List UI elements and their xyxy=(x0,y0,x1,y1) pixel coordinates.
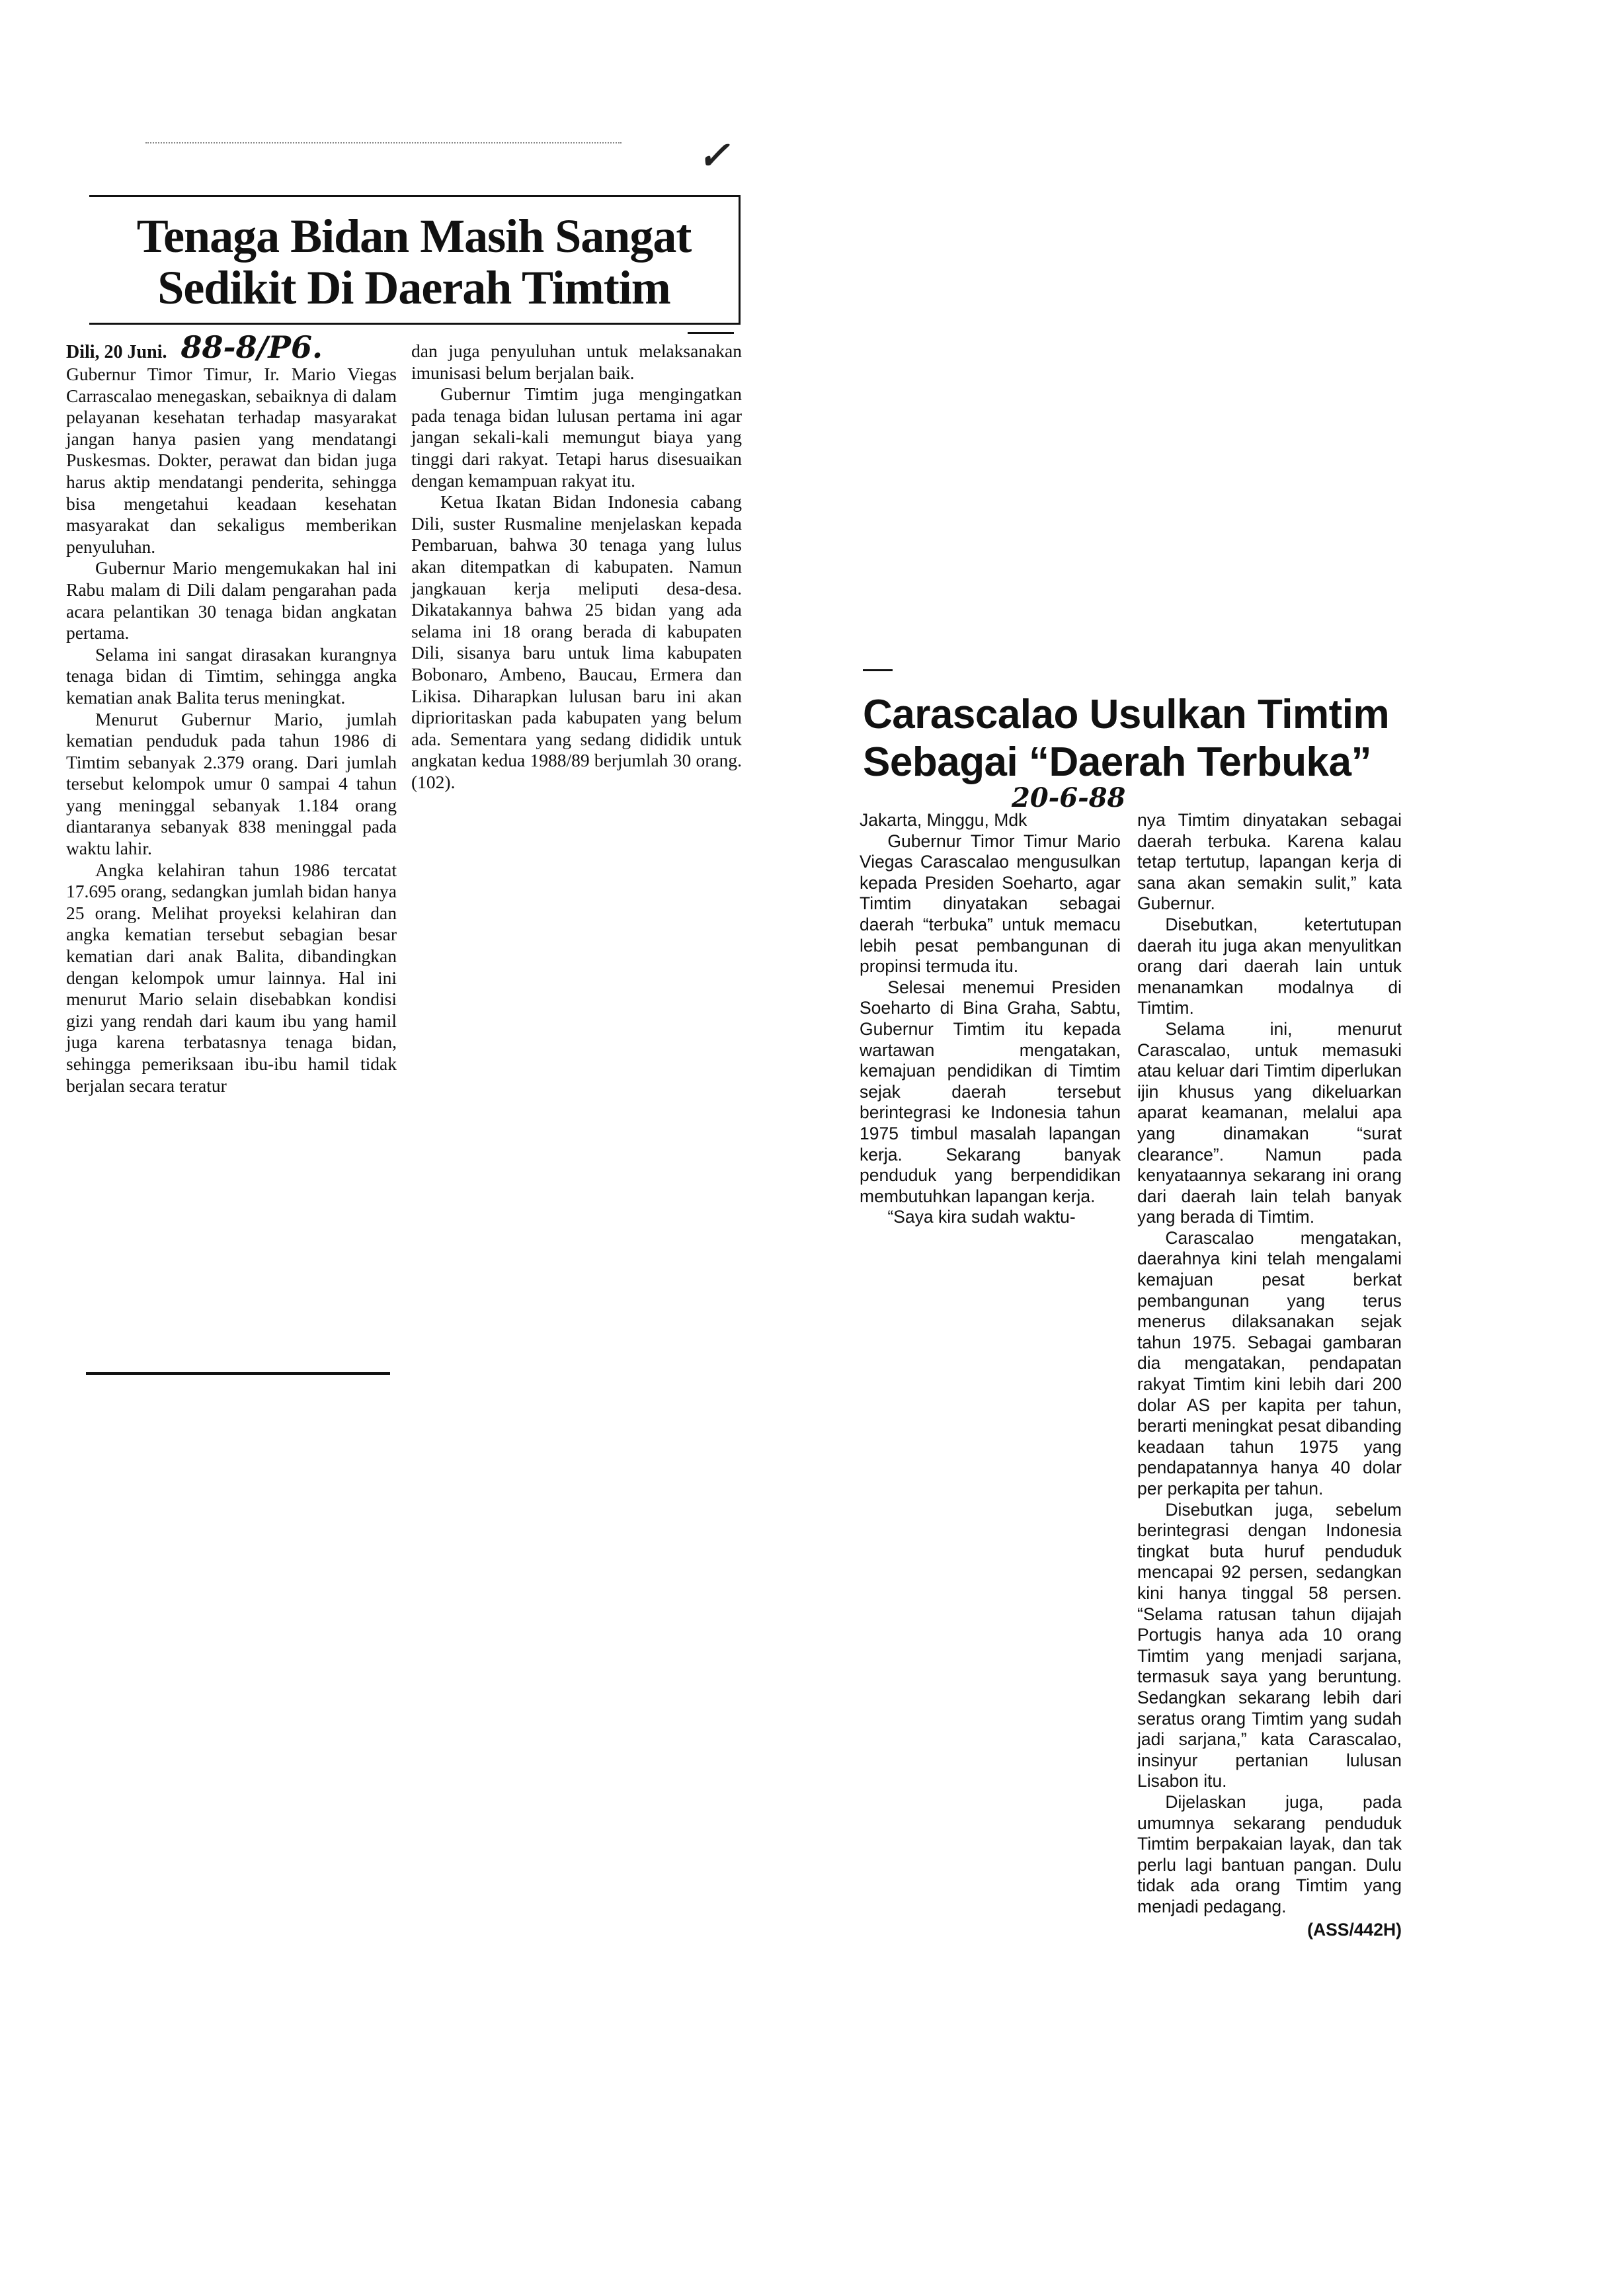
article2-col1-paragraph: Jakarta, Minggu, Mdk xyxy=(860,810,1027,830)
article2-col2-paragraph: Disebutkan, ketertutupan daerah itu juga akan menyulitkan orang dari daerah lain untuk menanamkan modalnya di Timtim. xyxy=(1137,914,1402,1018)
article1-headline-line1: Tenaga Bidan Masih Sangat xyxy=(136,210,692,263)
article1-col1-paragraph: Gubernur Timor Timur, Ir. Mario Viegas Carrascalao menegaskan, sebaiknya di dalam pelayanan kesehatan terhadap masyarakat jangan hanya pasien yang mendatangi Puskesmas. Dokter, perawat dan bidan juga harus aktip mendatangi penderita, sehingga bisa mengetahui keadaan kesehatan masyarakat dan sekaligus memberikan penyuluhan. xyxy=(66,364,397,557)
article1-col1-paragraph: Angka kelahiran tahun 1986 tercatat 17.695 orang, sedangkan jumlah bidan hanya 25 orang. Melihat proyeksi kelahiran dan angka kematian tersebut sebagian besar kematian dari anak Balita, dibandingkan dengan kelompok umur lainnya. Hal ini menurut Mario selain disebabkan kondisi gizi yang rendah dari kaum ibu yang hamil juga karena terbatasnya tenaga bidan, sehingga pemeriksaan ibu-ibu hamil tidak berjalan secara teratur xyxy=(66,859,397,1096)
article2-headline-line2: Sebagai “Daerah Terbuka” xyxy=(863,739,1372,785)
article2-col1-paragraph: “Saya kira sudah waktu- xyxy=(887,1207,1076,1227)
article2-column1 xyxy=(860,810,1121,1228)
article1-col1-paragraph: Selama ini sangat dirasakan kurangnya tenaga bidan di Timtim, sehingga angka kematian anak Balita terus meningkat. xyxy=(66,643,397,708)
article1-headline-box xyxy=(89,195,741,325)
article2-col2-paragraph: Carascalao mengatakan, daerahnya kini telah mengalami kemajuan pesat berkat pembangunan yang terus menerus dilaksanakan sejak tahun 1975. Sebagai gambaran dia mengatakan, pendapatan rakyat Timtim kini lebih dari 200 dolar AS per kapita per tahun, berarti meningkat pesat dibanding keadaan tahun 1975 yang pendapatannya hanya 40 dolar per perkapita per tahun. xyxy=(1137,1227,1402,1498)
article2-headline-line1: Carascalao Usulkan Timtim xyxy=(863,692,1390,737)
article1-col2-paragraph: Ketua Ikatan Bidan Indonesia cabang Dili, suster Rusmaline menjelaskan kepada Pembaruan, bahwa 30 tenaga yang lulus akan ditempatkan di kabupaten. Namun jangkauan kerja meliputi desa-desa. Dikatakannya bahwa 25 bidan yang ada selama ini 18 orang berada di kabupaten Dili, sisanya baru untuk lima kabupaten Bobonaro, Ambeno, Baucau, Ermera dan Likisa. Diharapkan lulusan baru ini akan diprioritaskan pada kabupaten yang belum ada. Sementara yang sedang dididik untuk angkatan kedua 1988/89 berjumlah 30 orang. (102). xyxy=(411,491,742,792)
article2-col1-paragraph: Gubernur Timor Timur Mario Viegas Carascalao mengusulkan kepada Presiden Soeharto, agar Timtim dinyatakan sebagai daerah “terbuka” untuk memacu lebih pesat pembangunan di propinsi termuda itu. xyxy=(860,831,1121,977)
article1-col2-paragraph: dan juga penyuluhan untuk melaksanakan imunisasi belum berjalan baik. xyxy=(411,341,742,383)
article1-headline-line2: Sedikit Di Daerah Timtim xyxy=(157,261,670,314)
corner-check-mark: ✓ xyxy=(698,133,730,178)
article1-col1-paragraph: Gubernur Mario mengemukakan hal ini Rabu malam di Dili dalam pengarahan pada acara pelantikan 30 tenaga bidan angkatan pertama. xyxy=(66,557,397,643)
article1-column1 xyxy=(66,364,397,1096)
article2-col1-paragraph: Selesai menemui Presiden Soeharto di Bina Graha, Sabtu, Gubernur Timtim itu kepada wartawan mengatakan, kemajuan pendidikan di Timtim sejak daerah tersebut berintegrasi ke Indonesia tahun 1975 timbul masalah lapangan kerja. Sekarang banyak penduduk yang berpendidikan membutuhkan lapangan kerja. xyxy=(860,977,1121,1206)
article2-col2-paragraph: nya Timtim dinyatakan sebagai daerah terbuka. Karena kalau tetap tertutup, lapangan kerja di sana akan semakin sulit,” kata Gubernur. xyxy=(1137,810,1402,914)
article2-headline xyxy=(863,691,1458,786)
article2-col2-paragraph: Dijelaskan juga, pada umumnya sekarang penduduk Timtim berpakaian layak, dan tak perlu lagi bantuan pangan. Dulu tidak ada orang Timtim yang menjadi pedagang. xyxy=(1137,1791,1402,1916)
article2-signature: (ASS/442H) xyxy=(1307,1920,1402,1940)
article1-column2 xyxy=(411,341,742,793)
article1-end-rule xyxy=(86,1372,390,1375)
article2-col2-paragraph: Disebutkan juga, sebelum berintegrasi dengan Indonesia tingkat buta huruf penduduk mencapai 92 persen, sedangkan kini hanya tinggal 58 persen. “Selama ratusan tahun dijajah Portugis hanya ada 10 orang Timtim yang menjadi sarjana, termasuk saya yang beruntung. Sedangkan sekarang lebih dari seratus orang Timtim yang sudah jadi sarjana,” kata Carascalao, insinyur pertanian lulusan Lisabon itu. xyxy=(1137,1499,1402,1791)
article1-col1-paragraph: Menurut Gubernur Mario, jumlah kematian penduduk pada tahun 1986 di Timtim sebanyak 2.379 orang. Dari jumlah tersebut kelompok umur 0 sampai 4 tahun yang meninggal sebanyak 1.184 orang diantaranya sebanyak 838 meninggal pada waktu lahir. xyxy=(66,708,397,859)
article1-col2-paragraph: Gubernur Timtim juga mengingatkan pada tenaga bidan lulusan pertama ini agar jangan sekali-kali memungut biaya yang tinggi dari rakyat. Tetapi harus disesuaikan dengan kemampuan rakyat itu. xyxy=(411,384,742,491)
article2-handwritten-date: 20-6-88 xyxy=(1012,782,1126,813)
article2-col2-paragraph: Selama ini, menurut Carascalao, untuk memasuki atau keluar dari Timtim diperlukan ijin khusus yang dikeluarkan aparat keamanan, melalui apa yang dinamakan “surat clearance”. Namun pada kenyataannya sekarang ini orang dari daerah lain telah banyak yang berada di Timtim. xyxy=(1137,1018,1402,1227)
scan-dotted-line xyxy=(145,142,622,146)
article1-dateline-row xyxy=(66,329,410,367)
article2-column2 xyxy=(1137,810,1402,1941)
article1-dateline: Dili, 20 Juni. xyxy=(66,342,167,362)
article2-small-rule xyxy=(863,669,893,671)
article1-col2-top-rule xyxy=(688,332,734,334)
article1-handwritten-date: 88-8/P6. xyxy=(181,329,323,365)
